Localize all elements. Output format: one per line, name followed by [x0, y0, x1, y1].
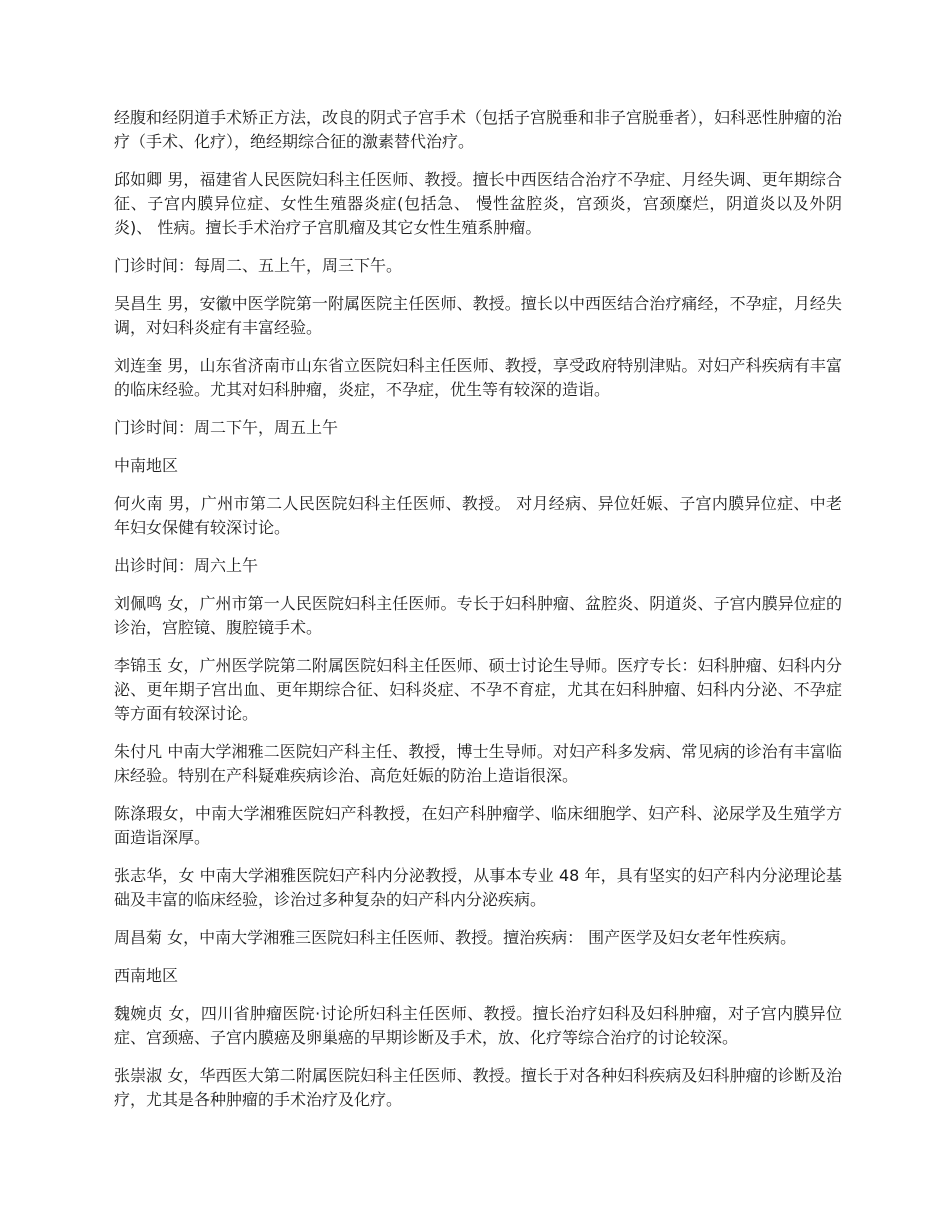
paragraph-clinic-hours: 门诊时间：每周二、五上午，周三下午。 [114, 256, 403, 275]
paragraph-doctor-qiu: 邱如卿 男，福建省人民医院妇科主任医师、教授。擅长中西医结合治疗不孕症、月经失调、更年期综合征、子宫内膜异位症、女性生殖器炎症(包括急、 慢性盆腔炎，宫颈炎，宫颈糜烂，阴道炎以及外阴炎)、 性病。擅长手术治疗子宫肌瘤及其它女性生殖系肿瘤。 [114, 170, 842, 237]
paragraph-doctor-li: 李锦玉 女，广州医学院第二附属医院妇科主任医师、硕士讨论生导师。医疗专长：妇科肿瘤、妇科内分泌、更年期子宫出血、更年期综合征、妇科炎症、不孕不育症，尤其在妇科肿瘤、妇科内分泌、不孕症等方面有较深讨论。 [114, 656, 842, 723]
paragraph-doctor-liu-peiming: 刘佩鸣 女，广州市第一人民医院妇科主任医师。专长于妇科肿瘤、盆腔炎、阴道炎、子宫内膜异位症的诊治，宫腔镜、腹腔镜手术。 [114, 594, 842, 637]
paragraph-doctor-zhou: 周昌菊 女，中南大学湘雅三医院妇科主任医师、教授。擅治疾病： 围产医学及妇女老年性疾病。 [114, 928, 797, 947]
section-heading-central-south: 中南地区 [114, 456, 179, 475]
paragraph-doctor-zhang-zhihua: 张志华，女 中南大学湘雅医院妇产科内分泌教授，从事本专业 48 年，具有坚实的妇产科内分泌理论基础及丰富的临床经验，诊治过多种复杂的妇产科内分泌疾病。 [114, 866, 842, 909]
paragraph-doctor-wei: 魏婉贞 女，四川省肿瘤医院·讨论所妇科主任医师、教授。擅长治疗妇科及妇科肿瘤，对子宫内膜异位症、宫颈癌、子宫内膜癌及卵巢癌的早期诊断及手术，放、化疗等综合治疗的讨论较深。 [114, 1004, 842, 1047]
section-heading-southwest: 西南地区 [114, 966, 179, 985]
paragraph-doctor-chen: 陈涤瑕女，中南大学湘雅医院妇产科教授，在妇产科肿瘤学、临床细胞学、妇产科、泌尿学及生殖学方面造诣深厚。 [114, 804, 842, 847]
paragraph-doctor-he: 何火南 男，广州市第二人民医院妇科主任医师、教授。 对月经病、异位妊娠、子宫内膜异位症、中老年妇女保健有较深讨论。 [114, 494, 842, 537]
paragraph-doctor-liu-liankui: 刘连奎 男，山东省济南市山东省立医院妇科主任医师、教授，享受政府特别津贴。对妇产科疾病有丰富的临床经验。尤其对妇科肿瘤，炎症，不孕症，优生等有较深的造诣。 [114, 356, 842, 399]
paragraph-doctor-wu: 吴昌生 男，安徽中医学院第一附属医院主任医师、教授。擅长以中西医结合治疗痛经，不孕症，月经失调，对妇科炎症有丰富经验。 [114, 294, 842, 337]
paragraph-clinic-hours: 出诊时间：周六上午 [114, 556, 259, 575]
document-page [114, 106, 842, 1126]
paragraph-doctor-zhu: 朱付凡 中南大学湘雅二医院妇产科主任、教授，博士生导师。对妇产科多发病、常见病的诊治有丰富临床经验。特别在产科疑难疾病诊治、高危妊娠的防治上造诣很深。 [114, 742, 842, 785]
paragraph-surgery-intro: 经腹和经阴道手术矫正方法，改良的阴式子宫手术（包括子宫脱垂和非子宫脱垂者），妇科恶性肿瘤的治疗（手术、化疗），绝经期综合征的激素替代治疗。 [114, 108, 843, 151]
paragraph-doctor-zhang-chongshu: 张崇淑 女，华西医大第二附属医院妇科主任医师、教授。擅长于对各种妇科疾病及妇科肿瘤的诊断及治疗，尤其是各种肿瘤的手术治疗及化疗。 [114, 1066, 842, 1109]
paragraph-clinic-hours: 门诊时间：周二下午，周五上午 [114, 418, 339, 437]
